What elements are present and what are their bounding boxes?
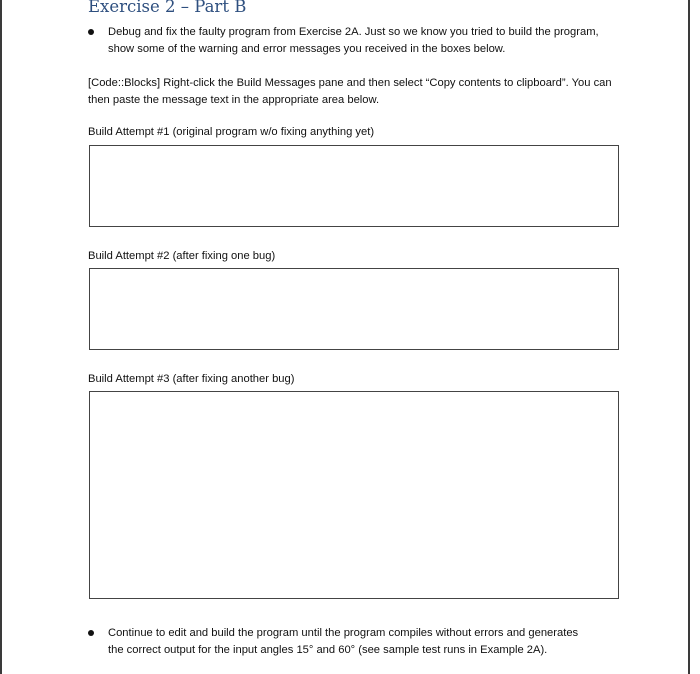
section-heading: Exercise 2 – Part B	[88, 0, 247, 16]
build-attempt-1-box[interactable]	[89, 145, 619, 227]
bullet-debug-text: Debug and fix the faulty program from Exercise 2A. Just so we know you tried to build the program, show some of the warning and error messages you received in the boxes below.	[108, 26, 599, 55]
instruction-paragraph: [Code::Blocks] Right-click the Build Messages pane and then select “Copy contents to clipboard”. You can then paste the message text in the appropriate area below.	[88, 77, 612, 106]
bullet-continue-text: Continue to edit and build the program until the program compiles without errors and generates the correct output for the input angles 15° and 60° (see sample test runs in Example 2A).	[108, 627, 579, 656]
build-attempt-3-box[interactable]	[89, 391, 619, 599]
build-attempt-2-box[interactable]	[89, 268, 619, 350]
bullet-dot-icon	[88, 29, 94, 35]
build-attempt-2-label: Build Attempt #2 (after fixing one bug)	[88, 250, 276, 262]
page-edge-right	[688, 0, 690, 674]
page-edge-left	[0, 0, 2, 674]
bullet-dot-icon	[88, 630, 94, 636]
build-attempt-3-label: Build Attempt #3 (after fixing another bug)	[88, 373, 295, 385]
build-attempt-1-label: Build Attempt #1 (original program w/o fixing anything yet)	[88, 126, 375, 138]
